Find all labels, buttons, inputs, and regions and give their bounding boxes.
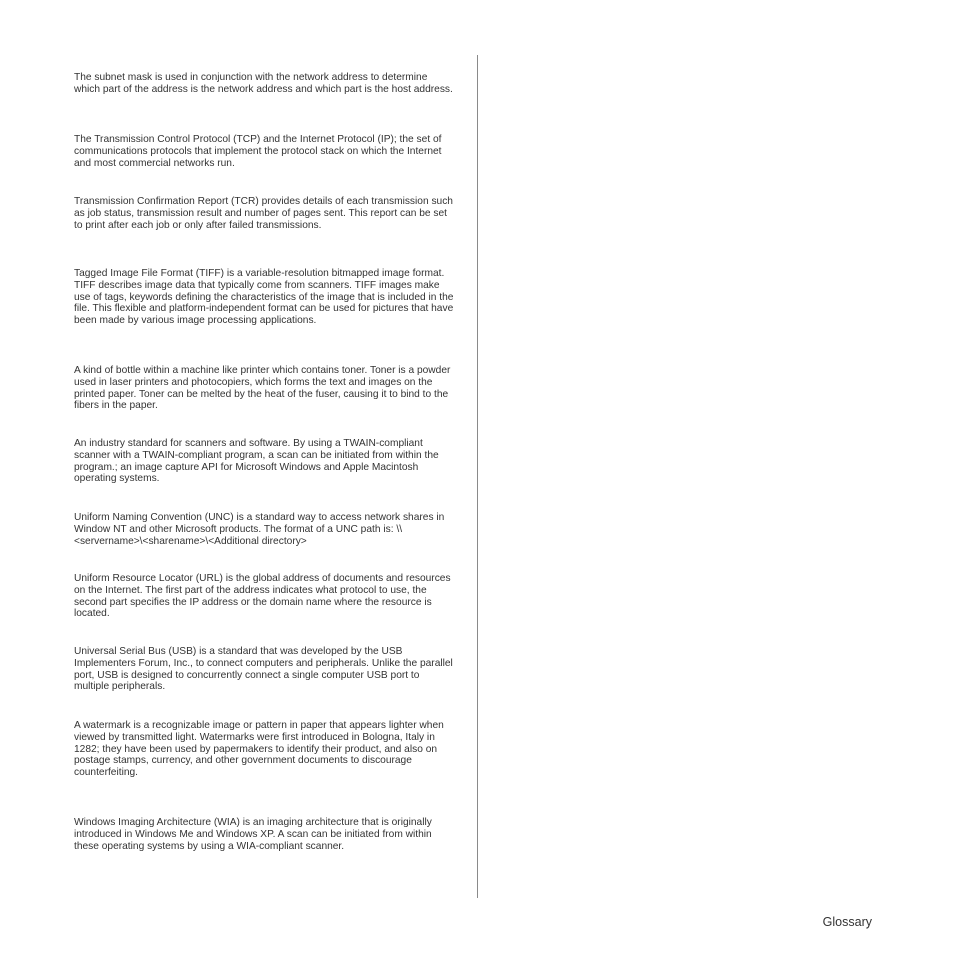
footer-section-label: Glossary	[822, 915, 872, 929]
glossary-entry-subnet-mask: The subnet mask is used in conjunction with the network address to determine which part of the address is the network address and which part is the host address.	[74, 72, 453, 95]
glossary-entry-tcp-ip: The Transmission Control Protocol (TCP) and the Internet Protocol (IP); the set of communications protocols that implement the protocol stack on which the Internet and most commercial networks run.	[74, 134, 442, 169]
glossary-entry-watermark: A watermark is a recognizable image or pattern in paper that appears lighter when viewed by transmitted light. Watermarks were first introduced in Bologna, Italy in 1282; they have been used by papermakers to identify their product, and also on postage stamps, currency, and other government documents to discourage counterfeiting.	[74, 720, 444, 779]
glossary-entry-tiff: Tagged Image File Format (TIFF) is a variable-resolution bitmapped image format. TIFF describes image data that typically come from scanners. TIFF images make use of tags, keywords defining the characteristics of the image that is included in the file. This flexible and platform-independent format can be used for pictures that have been made by various image processing applications.	[74, 268, 454, 327]
glossary-entry-twain: An industry standard for scanners and software. By using a TWAIN-compliant scanner with a TWAIN-compliant program, a scan can be initiated from within the program.; an image capture API for Microsoft Windows and Apple Macintosh operating systems.	[74, 438, 439, 485]
glossary-entry-url: Uniform Resource Locator (URL) is the global address of documents and resources on the Internet. The first part of the address indicates what protocol to use, the second part specifies the IP address or the domain name where the resource is located.	[74, 573, 451, 620]
glossary-column	[74, 0, 454, 900]
glossary-entry-wia: Windows Imaging Architecture (WIA) is an imaging architecture that is originally introduced in Windows Me and Windows XP. A scan can be initiated from within these operating systems by using a WIA-compliant scanner.	[74, 817, 432, 852]
glossary-entry-usb: Universal Serial Bus (USB) is a standard that was developed by the USB Implementers Forum, Inc., to connect computers and peripherals. Unlike the parallel port, USB is designed to concurrently connect a single computer USB port to multiple peripherals.	[74, 646, 453, 693]
glossary-entry-unc: Uniform Naming Convention (UNC) is a standard way to access network shares in Window NT and other Microsoft products. The format of a UNC path is: \\<servername>\<sharename>\<Additional directory>	[74, 512, 445, 547]
glossary-entry-toner-cartridge: A kind of bottle within a machine like printer which contains toner. Toner is a powder used in laser printers and photocopiers, which forms the text and images on the printed paper. Toner can be melted by the heat of the fuser, causing it to bind to the fibers in the paper.	[74, 365, 451, 412]
glossary-entry-tcr: Transmission Confirmation Report (TCR) provides details of each transmission such as job status, transmission result and number of pages sent. This report can be set to print after each job or only after failed transmissions.	[74, 196, 453, 231]
column-divider	[477, 55, 478, 898]
